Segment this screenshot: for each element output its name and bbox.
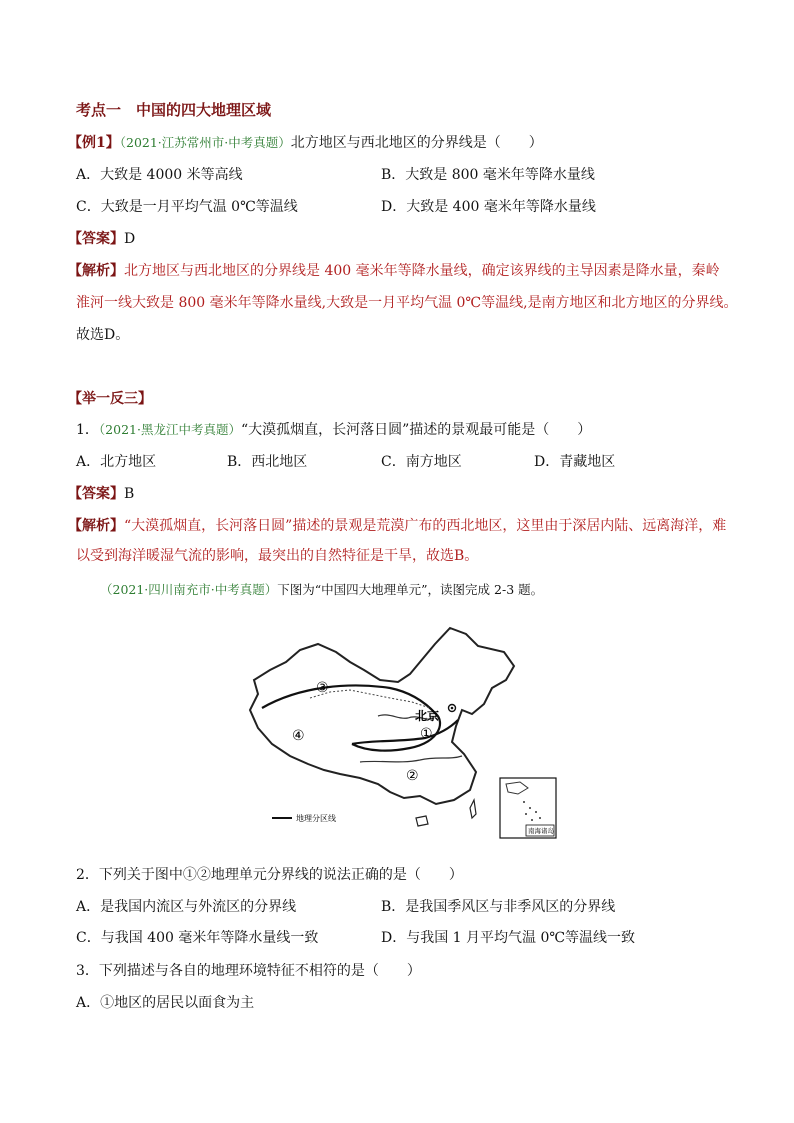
q1-option-b: B．西北地区	[227, 454, 308, 470]
example1-answer	[68, 229, 135, 249]
q1-option-d: D．青藏地区	[534, 454, 616, 470]
section-title: 考点一 中国的四大地理区域	[76, 101, 272, 119]
example1-question	[68, 133, 543, 153]
analysis-text: “大漠孤烟直，长河落日圆”描述的景观是荒漠广布的西北地区，这里由于深居内陆、远离海洋，难	[124, 518, 727, 534]
china-outline	[250, 628, 514, 804]
answer-value: B	[124, 486, 135, 502]
map-figure	[240, 622, 560, 844]
example-tag: 【例1】	[68, 135, 120, 151]
answer-tag: 【答案】	[68, 486, 124, 502]
question-source: （2021·黑龙江中考真题）	[98, 422, 241, 437]
q3-stem: 3．下列描述与各自的地理环境特征不相符的是（ ）	[76, 963, 421, 979]
q2-option-c: C．与我国 400 毫米年等降水量线一致	[76, 930, 319, 946]
south-china-sea-inset	[500, 778, 556, 838]
question-source: （2021·江苏常州市·中考真题）	[119, 135, 291, 150]
region-label-1: ①	[420, 726, 433, 742]
region-label-2: ②	[406, 768, 419, 784]
analysis-tag: 【解析】	[68, 518, 124, 534]
china-regions-map	[240, 622, 560, 844]
option-b: B．大致是 800 毫米年等降水量线	[381, 167, 595, 183]
q2-stem: 2．下列关于图中①②地理单元分界线的说法正确的是（ ）	[76, 867, 463, 883]
answer-value: D	[124, 231, 136, 247]
q1-analysis-line2: 以受到海洋暖湿气流的影响，最突出的自然特征是干旱，故选B。	[76, 548, 479, 564]
q2-option-b: B．是我国季风区与非季风区的分界线	[381, 899, 616, 915]
option-a: A．大致是 4000 米等高线	[76, 167, 243, 183]
q2-option-a: A．是我国内流区与外流区的分界线	[76, 899, 297, 915]
q2-option-d: D．与我国 1 月平均气温 0℃等温线一致	[381, 930, 636, 946]
q1-answer	[68, 484, 134, 504]
analysis-text: 北方地区与西北地区的分界线是 400 毫米年等降水量线，确定该界线的主导因素是降水量，秦岭	[124, 263, 720, 279]
analysis-tag: 【解析】	[68, 263, 124, 279]
group-intro	[100, 580, 543, 600]
answer-tag: 【答案】	[68, 231, 124, 247]
question-number: 1．	[76, 422, 99, 438]
q1-analysis-line1	[68, 516, 726, 536]
question-text: 北方地区与西北地区的分界线是（ ）	[290, 135, 543, 151]
q3-option-a: A．①地区的居民以面食为主	[76, 995, 255, 1011]
intro-text: 下图为“中国四大地理单元”，读图完成 2-3 题。	[277, 582, 544, 597]
intro-source: （2021·四川南充市·中考真题）	[100, 582, 278, 597]
q1-option-a: A．北方地区	[76, 454, 157, 470]
region-label-4: ④	[292, 728, 305, 744]
city-label-beijing: 北京	[415, 709, 440, 723]
practice-heading: 【举一反三】	[68, 391, 152, 407]
q1-question	[76, 420, 591, 440]
question-text: “大漠孤烟直，长河落日圆”描述的景观最可能是（ ）	[240, 422, 592, 438]
hainan-island	[416, 816, 428, 826]
q1-option-c: C．南方地区	[381, 454, 462, 470]
example1-analysis-line1	[68, 261, 720, 281]
option-c: C．大致是一月平均气温 0℃等温线	[76, 199, 298, 215]
legend-label: 地理分区线	[296, 814, 336, 823]
taiwan-island	[470, 800, 476, 818]
example1-analysis-line2: 淮河一线大致是 800 毫米年等降水量线,大致是一月平均气温 0℃等温线,是南方地区和北方地区的分界线。	[76, 295, 738, 311]
inset-label: 南海诸岛	[528, 827, 554, 835]
example1-analysis-line3: 故选D。	[76, 327, 130, 343]
region-label-3: ③	[316, 680, 329, 696]
option-d: D．大致是 400 毫米年等降水量线	[381, 199, 596, 215]
